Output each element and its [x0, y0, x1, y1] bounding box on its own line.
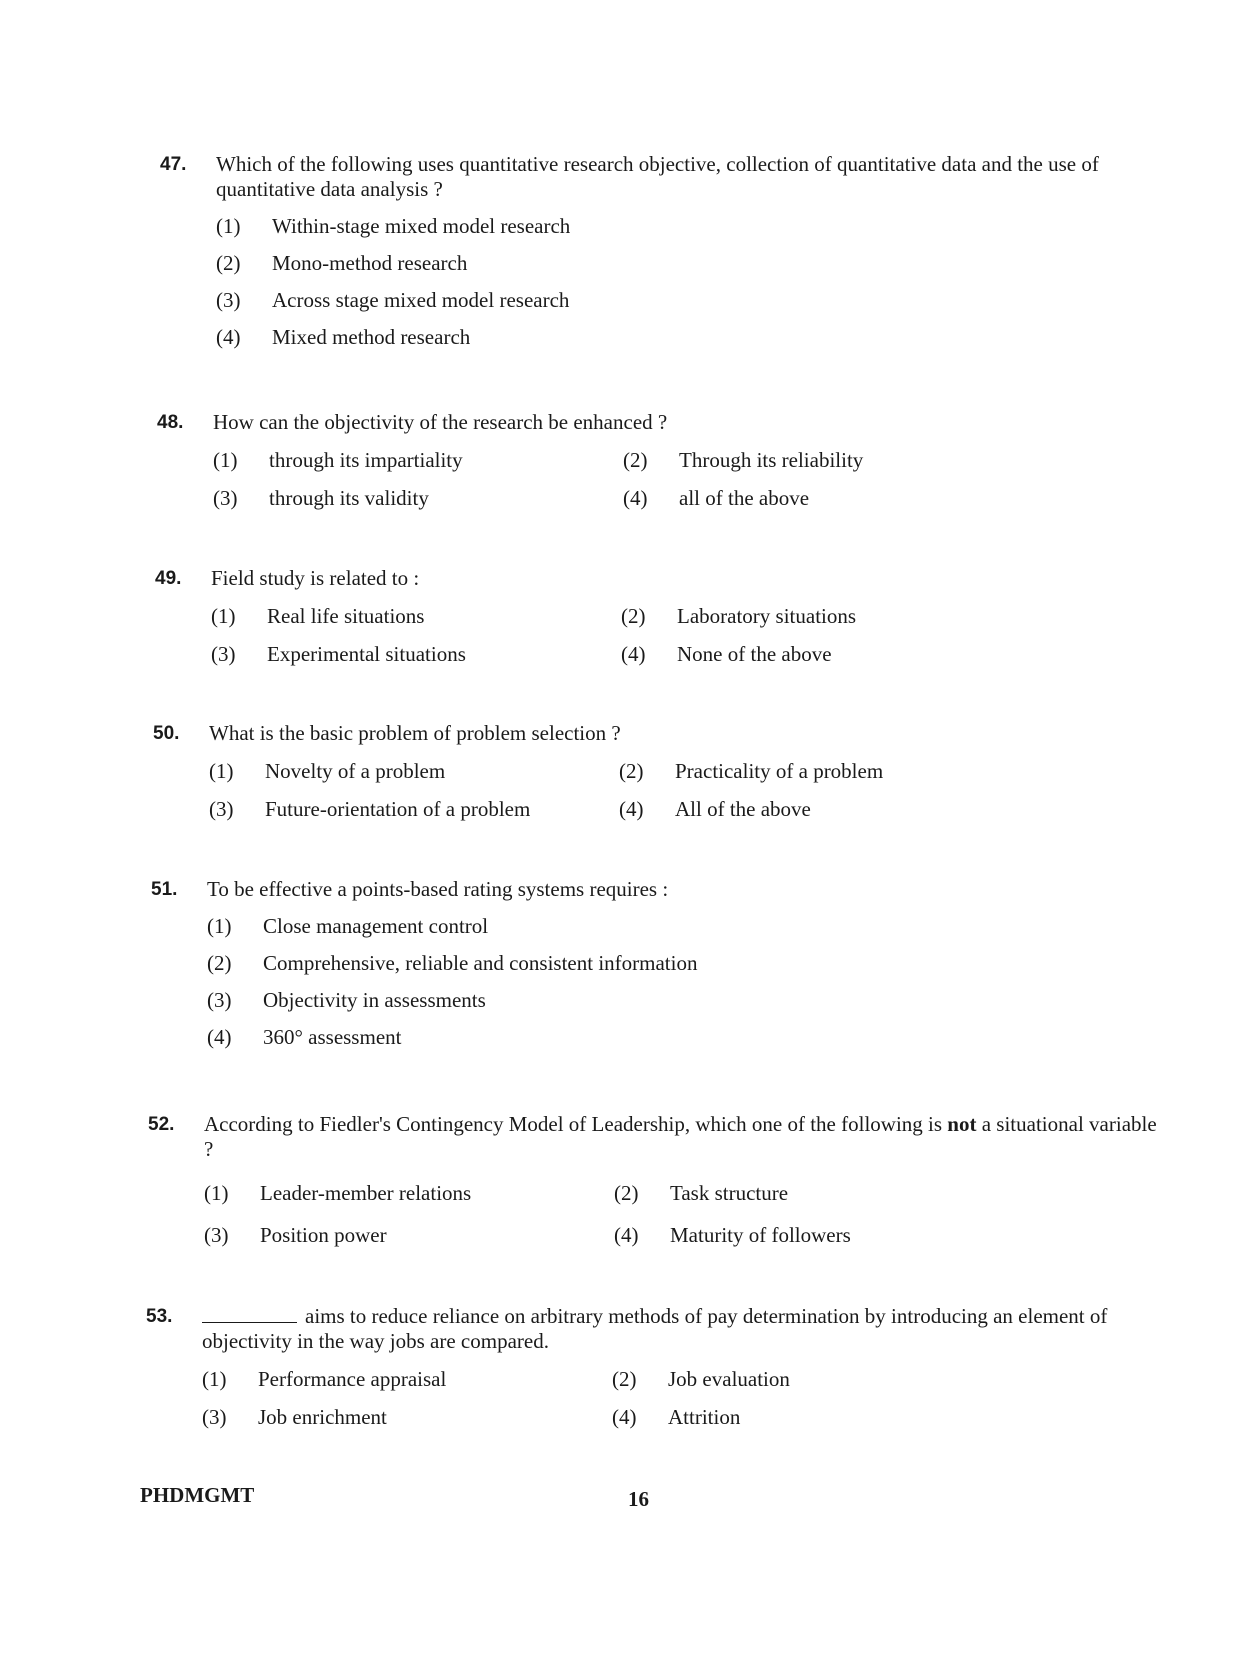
- question-number: 52.: [148, 1114, 175, 1135]
- question-text: What is the basic problem of problem selection ?: [209, 721, 621, 745]
- option-label: Experimental situations: [267, 641, 466, 666]
- option-label: Laboratory situations: [677, 603, 857, 628]
- option: [216, 245, 1170, 282]
- option: [216, 319, 1170, 356]
- option: [621, 635, 1031, 673]
- option-number: (4): [623, 485, 648, 510]
- option: [621, 597, 1031, 635]
- options-list: [216, 208, 1170, 356]
- option-label: Performance appraisal: [258, 1366, 447, 1391]
- option: [204, 1172, 614, 1214]
- option-number: (3): [207, 988, 232, 1013]
- option: [207, 1019, 1161, 1056]
- option-number: (2): [623, 447, 648, 472]
- option-number: (3): [209, 796, 234, 821]
- options-grid: [202, 1360, 1156, 1436]
- fill-in-blank: [202, 1321, 297, 1323]
- option-label: Position power: [260, 1222, 387, 1247]
- option-number: (2): [614, 1180, 639, 1205]
- option: [202, 1398, 612, 1436]
- option-number: (4): [612, 1404, 637, 1429]
- question-text: aims to reduce reliance on arbitrary methods of pay determination by introducing an element of objectivity in the way jobs are compared.: [202, 1304, 1108, 1354]
- option-number: (3): [216, 288, 241, 313]
- option-label: Within-stage mixed model research: [272, 214, 571, 239]
- question-50: [153, 721, 1163, 828]
- option-label: All of the above: [675, 796, 811, 821]
- option: [209, 790, 619, 828]
- option-label: Through its reliability: [679, 447, 864, 472]
- question-text: Field study is related to :: [211, 566, 420, 590]
- option-label: Close management control: [263, 914, 489, 939]
- option-label: all of the above: [679, 485, 810, 510]
- option-label: Leader-member relations: [260, 1180, 472, 1205]
- option: [211, 635, 621, 673]
- option: [612, 1398, 1022, 1436]
- option-label: Mono-method research: [272, 251, 468, 276]
- option: [614, 1172, 1024, 1214]
- option: [614, 1214, 1024, 1256]
- question-number: 48.: [157, 412, 184, 433]
- question-text: According to Fiedler's Contingency Model of Leadership, which one of the following is not a situational variable ?: [204, 1112, 1157, 1162]
- option-label: Attrition: [668, 1404, 741, 1429]
- question-text: How can the objectivity of the research be enhanced ?: [213, 410, 668, 434]
- option-number: (1): [207, 914, 232, 939]
- question-52: [148, 1112, 1158, 1256]
- option-number: (1): [211, 603, 236, 628]
- option-number: (3): [204, 1222, 229, 1247]
- question-51: [151, 877, 1161, 1056]
- option: [612, 1360, 1022, 1398]
- question-text: Which of the following uses quantitative research objective, collection of quantitative data and the use of quantitative data analysis ?: [216, 152, 1099, 202]
- question-48: [157, 410, 1167, 517]
- question-number: 49.: [155, 568, 182, 589]
- option: [209, 752, 619, 790]
- option-label: Future-orientation of a problem: [265, 796, 531, 821]
- option: [207, 945, 1161, 982]
- option-number: (1): [202, 1366, 227, 1391]
- option-label: Real life situations: [267, 603, 425, 628]
- option-number: (1): [213, 447, 238, 472]
- option-number: (4): [619, 796, 644, 821]
- option-label: Maturity of followers: [670, 1222, 851, 1247]
- option-number: (1): [209, 758, 234, 783]
- option-label: through its impartiality: [269, 447, 463, 472]
- option-label: Task structure: [670, 1180, 789, 1205]
- option-number: (4): [621, 641, 646, 666]
- question-text: To be effective a points-based rating systems requires :: [207, 877, 669, 901]
- exam-code: PHDMGMT: [140, 1483, 255, 1507]
- option: [619, 752, 1029, 790]
- options-grid: [213, 441, 1167, 517]
- option: [216, 208, 1170, 245]
- option: [213, 479, 623, 517]
- options-grid: [209, 752, 1163, 828]
- question-number: 47.: [160, 154, 187, 175]
- option-label: Job enrichment: [258, 1404, 387, 1429]
- option-number: (2): [619, 758, 644, 783]
- question-number: 51.: [151, 879, 178, 900]
- option-label: None of the above: [677, 641, 832, 666]
- question-47: [160, 152, 1170, 356]
- option-label: Objectivity in assessments: [263, 988, 486, 1013]
- option-number: (4): [207, 1025, 232, 1050]
- options-grid: [204, 1172, 1158, 1256]
- option-number: (3): [213, 485, 238, 510]
- option-number: (2): [621, 603, 646, 628]
- option-label: Job evaluation: [668, 1366, 790, 1391]
- option: [623, 441, 1033, 479]
- option-number: (3): [202, 1404, 227, 1429]
- option: [207, 908, 1161, 945]
- question-53: [146, 1304, 1156, 1436]
- option-number: (4): [614, 1222, 639, 1247]
- option-number: (2): [216, 251, 241, 276]
- option-label: Across stage mixed model research: [272, 288, 570, 313]
- option: [202, 1360, 612, 1398]
- options-list: [207, 908, 1161, 1056]
- option: [207, 982, 1161, 1019]
- option: [623, 479, 1033, 517]
- option-number: (2): [612, 1366, 637, 1391]
- option: [216, 282, 1170, 319]
- options-grid: [211, 597, 1165, 673]
- option-number: (1): [216, 214, 241, 239]
- option-number: (3): [211, 641, 236, 666]
- option-number: (4): [216, 325, 241, 350]
- option-label: 360° assessment: [263, 1025, 402, 1050]
- option-label: Practicality of a problem: [675, 758, 884, 783]
- option: [211, 597, 621, 635]
- option: [619, 790, 1029, 828]
- question-number: 53.: [146, 1306, 173, 1327]
- option-number: (2): [207, 951, 232, 976]
- option: [204, 1214, 614, 1256]
- option: [213, 441, 623, 479]
- option-label: through its validity: [269, 485, 429, 510]
- option-number: (1): [204, 1180, 229, 1205]
- page-number: 16: [628, 1487, 649, 1511]
- emphasis-not: not: [947, 1112, 977, 1136]
- option-label: Comprehensive, reliable and consistent information: [263, 951, 698, 976]
- option-label: Mixed method research: [272, 325, 471, 350]
- question-number: 50.: [153, 723, 180, 744]
- question-49: [155, 566, 1165, 673]
- option-label: Novelty of a problem: [265, 758, 446, 783]
